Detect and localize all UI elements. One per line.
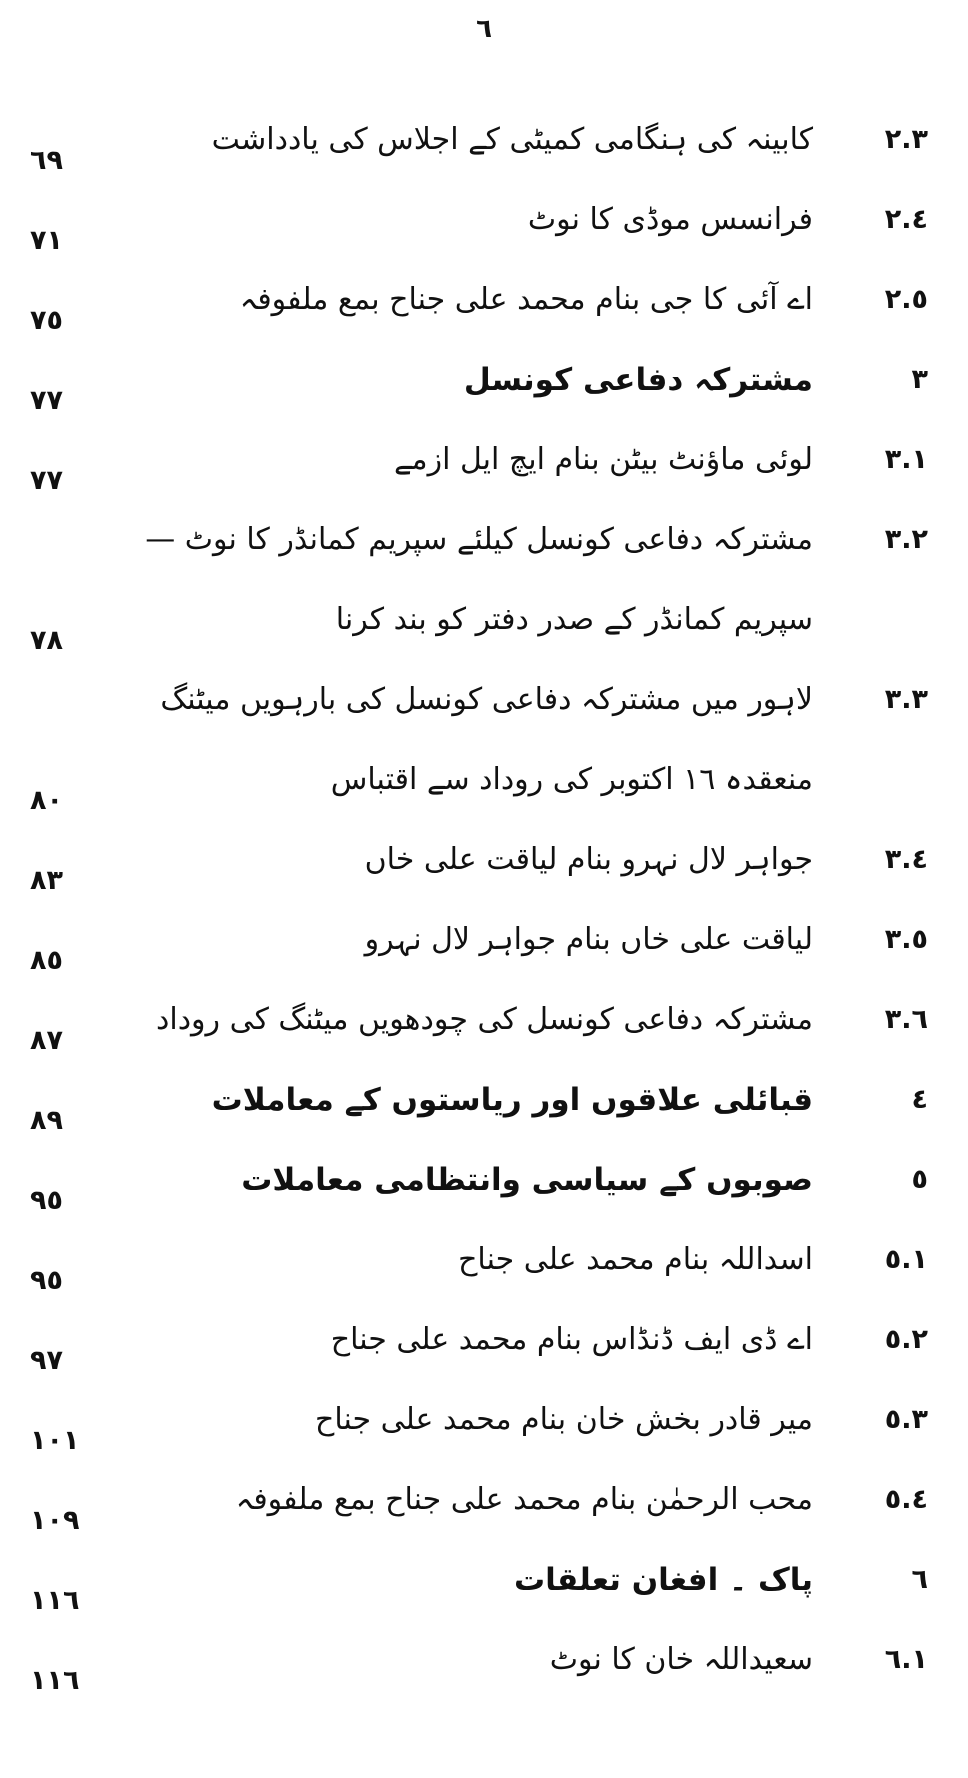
section-number: ٤ [911, 1084, 928, 1115]
page-ref: ٩٧ [30, 1345, 63, 1376]
entry-title: لیاقت علی خاں بنام جواہر لال نہرو [364, 922, 813, 957]
page-ref: ٨٠ [30, 785, 63, 816]
section-number: ٢.٤ [884, 204, 928, 235]
toc-entry [20, 190, 948, 270]
section-number: ٣ [911, 364, 928, 395]
page-ref: ٩٥ [30, 1185, 63, 1216]
section-number: ٣.٥ [884, 924, 928, 955]
section-number: ٥.٢ [884, 1324, 928, 1355]
toc-entry [20, 910, 948, 990]
section-number: ٣.٢ [884, 524, 928, 555]
entry-title: اسداللہ بنام محمد علی جناح [458, 1242, 813, 1277]
entry-title: محب الرحمٰن بنام محمد علی جناح بمع ملفوفہ [235, 1482, 813, 1517]
section-number: ٥.٣ [884, 1404, 928, 1435]
page-ref: ٨٣ [30, 865, 63, 896]
toc-entry [20, 350, 948, 430]
page-ref: ١٠٩ [30, 1505, 80, 1536]
table-of-contents [20, 110, 948, 1710]
entry-title: اے آئی کا جی بنام محمد علی جناح بمع ملفوفہ [239, 282, 813, 317]
chapter-heading: صوبوں کے سیاسی وانتظامی معاملات [241, 1162, 813, 1198]
page-ref: ٧١ [30, 225, 63, 256]
section-number: ٣.٣ [884, 684, 928, 715]
chapter-heading: پاک ۔ افغان تعلقات [514, 1562, 813, 1598]
toc-entry [20, 1550, 948, 1630]
section-number: ٥.١ [884, 1244, 928, 1275]
section-number: ٦ [911, 1564, 928, 1595]
page-ref: ٧٥ [30, 305, 63, 336]
toc-entry [20, 830, 948, 910]
section-number: ٥ [911, 1164, 928, 1195]
toc-entry [20, 1310, 948, 1390]
entry-title: فرانسس موڈی کا نوٹ [527, 202, 813, 237]
page-number: ٦ [476, 14, 492, 44]
toc-entry [20, 1390, 948, 1470]
entry-title: کابینہ کی ہنگامی کمیٹی کے اجلاس کی یادداشت [211, 122, 813, 157]
page-ref: ١٠١ [30, 1425, 80, 1456]
page-ref: ١١٦ [30, 1665, 80, 1696]
page-ref: ٨٥ [30, 945, 63, 976]
toc-entry [20, 430, 948, 510]
section-number: ٣.٦ [884, 1004, 928, 1035]
toc-entry [20, 1230, 948, 1310]
page-ref: ٧٧ [30, 385, 63, 416]
toc-entry [20, 1070, 948, 1150]
toc-entry [20, 270, 948, 350]
entry-title: لاہور میں مشترکہ دفاعی کونسل کی بارہویں میٹنگ منعقدہ ١٦ اکتوبر کی روداد سے اقتباس [160, 682, 813, 797]
toc-entry [20, 1630, 948, 1710]
section-number: ٣.٤ [884, 844, 928, 875]
page-ref: ٨٩ [30, 1105, 63, 1136]
chapter-heading: قبائلی علاقوں اور ریاستوں کے معاملات [211, 1082, 813, 1118]
entry-title: مشترکہ دفاعی کونسل کی چودھویں میٹنگ کی روداد [156, 1002, 813, 1037]
entry-title: جواہر لال نہرو بنام لیاقت علی خاں [364, 842, 813, 877]
toc-entry [20, 510, 948, 670]
section-number: ٣.١ [884, 444, 928, 475]
section-number: ٢.٣ [884, 124, 928, 155]
section-number: ٦.١ [884, 1644, 928, 1675]
entry-title: لوئی ماؤنٹ بیٹن بنام ایچ ایل ازمے [393, 442, 813, 477]
toc-entry [20, 1150, 948, 1230]
toc-entry [20, 1470, 948, 1550]
toc-entry [20, 990, 948, 1070]
page-ref: ٦٩ [30, 145, 63, 176]
page-ref: ١١٦ [30, 1585, 80, 1616]
section-number: ٢.٥ [884, 284, 928, 315]
page-ref: ٧٧ [30, 465, 63, 496]
page-ref: ٧٨ [30, 625, 63, 656]
entry-title: میر قادر بخش خان بنام محمد علی جناح [314, 1402, 813, 1437]
toc-entry [20, 110, 948, 190]
entry-title: اے ڈی ایف ڈنڈاس بنام محمد علی جناح [330, 1322, 813, 1357]
section-number: ٥.٤ [884, 1484, 928, 1515]
page-ref: ٩٥ [30, 1265, 63, 1296]
chapter-heading: مشترکہ دفاعی کونسل [463, 362, 813, 398]
page-ref: ٨٧ [30, 1025, 63, 1056]
toc-entry [20, 670, 948, 830]
entry-title: سعیداللہ خان کا نوٹ [549, 1642, 813, 1677]
entry-title: مشترکہ دفاعی کونسل کیلئے سپریم کمانڈر کا نوٹ — سپریم کمانڈر کے صدر دفتر کو بند کرنا [145, 522, 813, 637]
